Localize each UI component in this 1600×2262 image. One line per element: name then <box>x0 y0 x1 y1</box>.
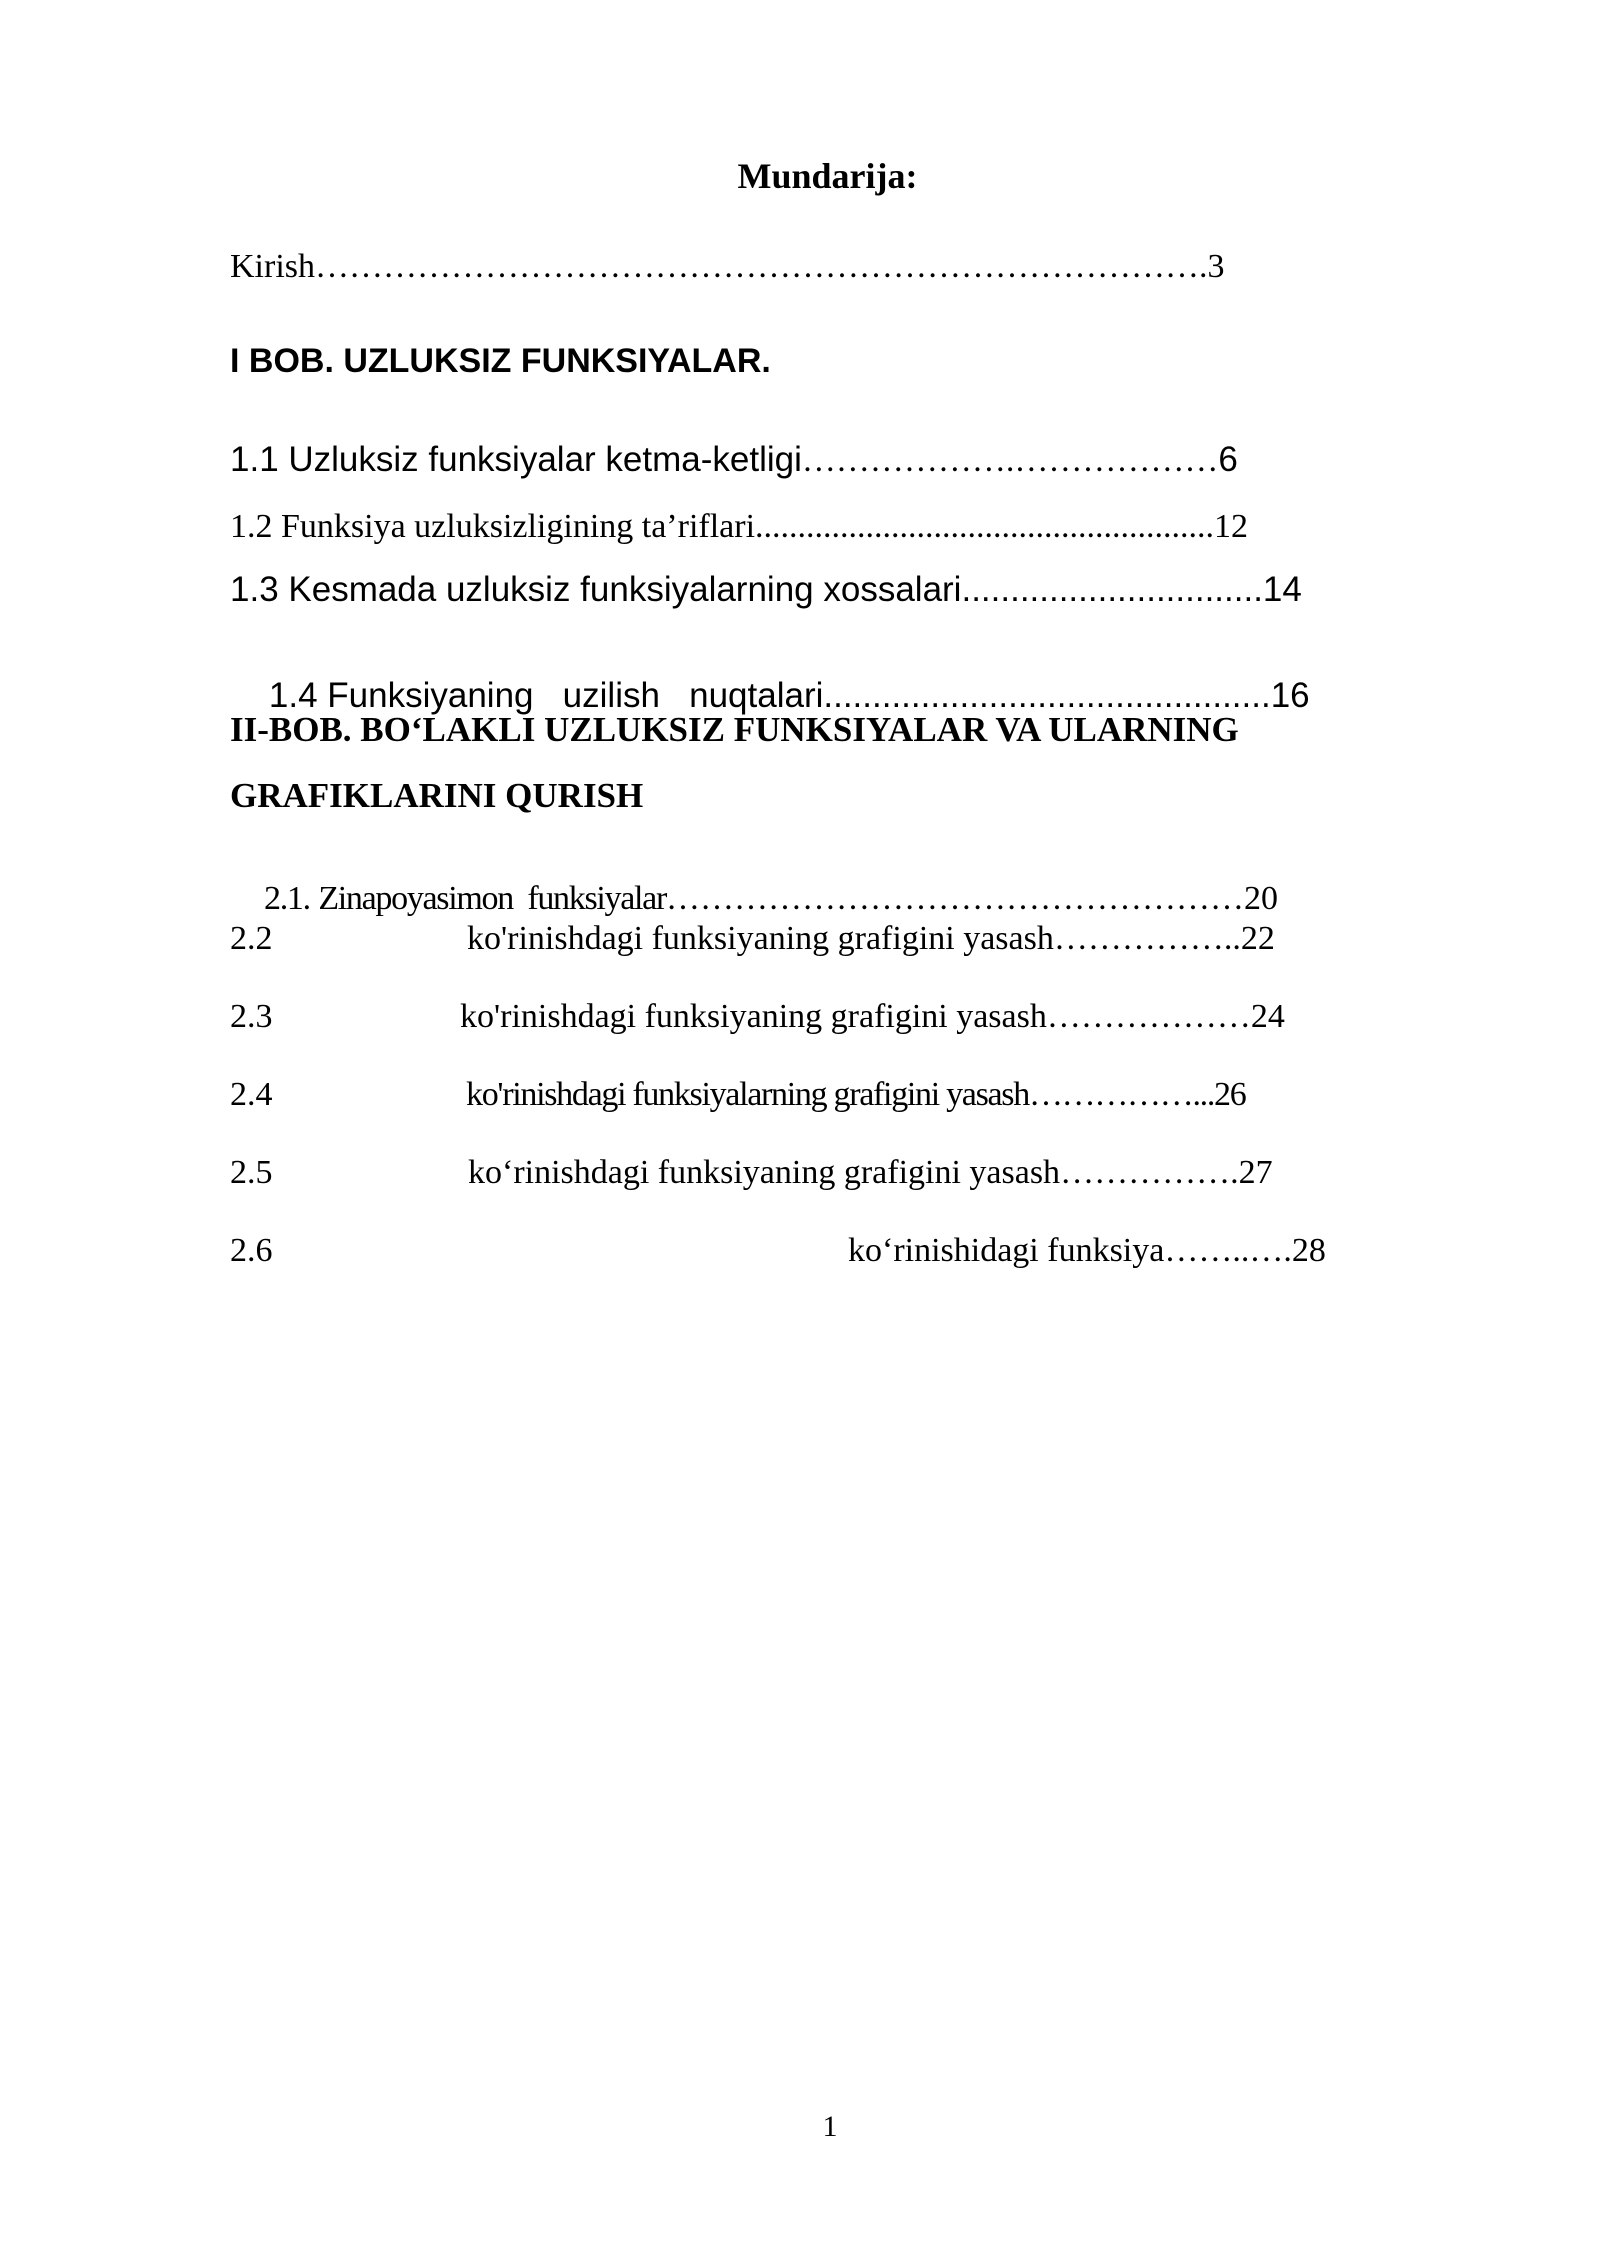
toc-entry-label: 1.4 Funksiyaning uzilish nuqtalari <box>268 676 824 715</box>
toc-entry <box>230 570 1302 610</box>
toc-entry-number: 2.4 <box>230 1076 273 1113</box>
toc-entry-label: ko'rinishdagi funksiyaning grafigini yasash <box>467 920 1054 957</box>
chapter-1-heading: I BOB. UZLUKSIZ FUNKSIYALAR. <box>230 342 771 380</box>
toc-entry-number: 2.5 <box>230 1154 273 1191</box>
toc-entry <box>230 1076 1380 1120</box>
toc-entry-label: 1.2 Funksiya uzluksizligining ta’riflari <box>230 508 756 545</box>
toc-page-number: 28 <box>1291 1232 1326 1269</box>
page-title: Mundarija: <box>737 156 918 196</box>
toc-page-number: 26 <box>1214 1076 1246 1113</box>
toc-leader: ……………. <box>1060 1154 1239 1191</box>
toc-entry <box>230 920 1380 964</box>
toc-page-number: 3 <box>1207 248 1225 285</box>
toc-page-number: 24 <box>1250 998 1285 1035</box>
toc-leader: ……………… <box>1046 998 1251 1035</box>
toc-entry-label: 1.3 Kesmada uzluksiz funksiyalarning xossalari <box>230 570 962 609</box>
toc-leader: ……………………………………………………………………. <box>315 248 1208 285</box>
footer-page-number: 1 <box>822 2110 838 2143</box>
toc-page-number: 12 <box>1214 508 1249 545</box>
toc-entry-body <box>468 1154 1273 1192</box>
toc-entry-label: Kirish <box>230 248 315 285</box>
toc-entry-label: Zinapoyasimon funksiyalar <box>318 880 666 917</box>
chapter-2-heading-line-1: II-BOB. BO‘LAKLI UZLUKSIZ FUNKSIYALAR VA ULARNING <box>230 710 1239 749</box>
toc-entry-label: ko‘rinishidagi funksiya <box>848 1232 1165 1269</box>
toc-entry-label: ko'rinishdagi funksiyaning grafigini yasash <box>460 998 1047 1035</box>
toc-page-number: 22 <box>1240 920 1275 957</box>
toc-entry-body <box>467 920 1275 958</box>
toc-entry-number: 2.2 <box>230 920 273 957</box>
toc-page-number: 16 <box>1270 676 1310 715</box>
toc-entry <box>230 440 1238 480</box>
toc-page-number: 20 <box>1243 880 1278 917</box>
toc-leader: ............................... <box>961 570 1263 609</box>
toc-entry-label: ko‘rinishdagi funksiyaning grafigini yasash <box>468 1154 1061 1191</box>
toc-entry-body <box>460 998 1285 1036</box>
toc-leader: …………….. <box>1053 920 1241 957</box>
toc-entry-label: ko'rinishdagi funksiyalarning grafigini yasash <box>466 1076 1029 1113</box>
toc-leader: …………………………………………… <box>665 880 1244 917</box>
toc-entry-number: 2.6 <box>230 1232 273 1269</box>
toc-page-number: 6 <box>1218 440 1238 479</box>
toc-entry <box>230 1154 1380 1198</box>
toc-entry <box>230 508 1248 546</box>
toc-page-number: 27 <box>1238 1154 1273 1191</box>
toc-entry-number: 2.1. <box>264 880 310 917</box>
toc-page-number: 14 <box>1262 570 1302 609</box>
toc-entry-number: 2.3 <box>230 998 273 1035</box>
toc-entry <box>230 998 1380 1042</box>
toc-entry-body <box>848 1232 1326 1270</box>
toc-leader: ...................................................... <box>755 508 1215 545</box>
toc-leader: ……..…. <box>1164 1232 1292 1269</box>
toc-entry-label: 1.1 Uzluksiz funksiyalar ketma-ketligi <box>230 440 802 479</box>
chapter-2-heading-line-2: GRAFIKLARINI QURISH <box>230 776 644 815</box>
toc-entry-intro <box>230 248 1225 286</box>
toc-entry <box>230 1232 1380 1276</box>
toc-leader: ……………... <box>1028 1076 1215 1113</box>
toc-entry-body <box>466 1076 1245 1114</box>
toc-leader: ……………….……………… <box>801 442 1219 479</box>
toc-leader: .............................................. <box>823 676 1271 715</box>
